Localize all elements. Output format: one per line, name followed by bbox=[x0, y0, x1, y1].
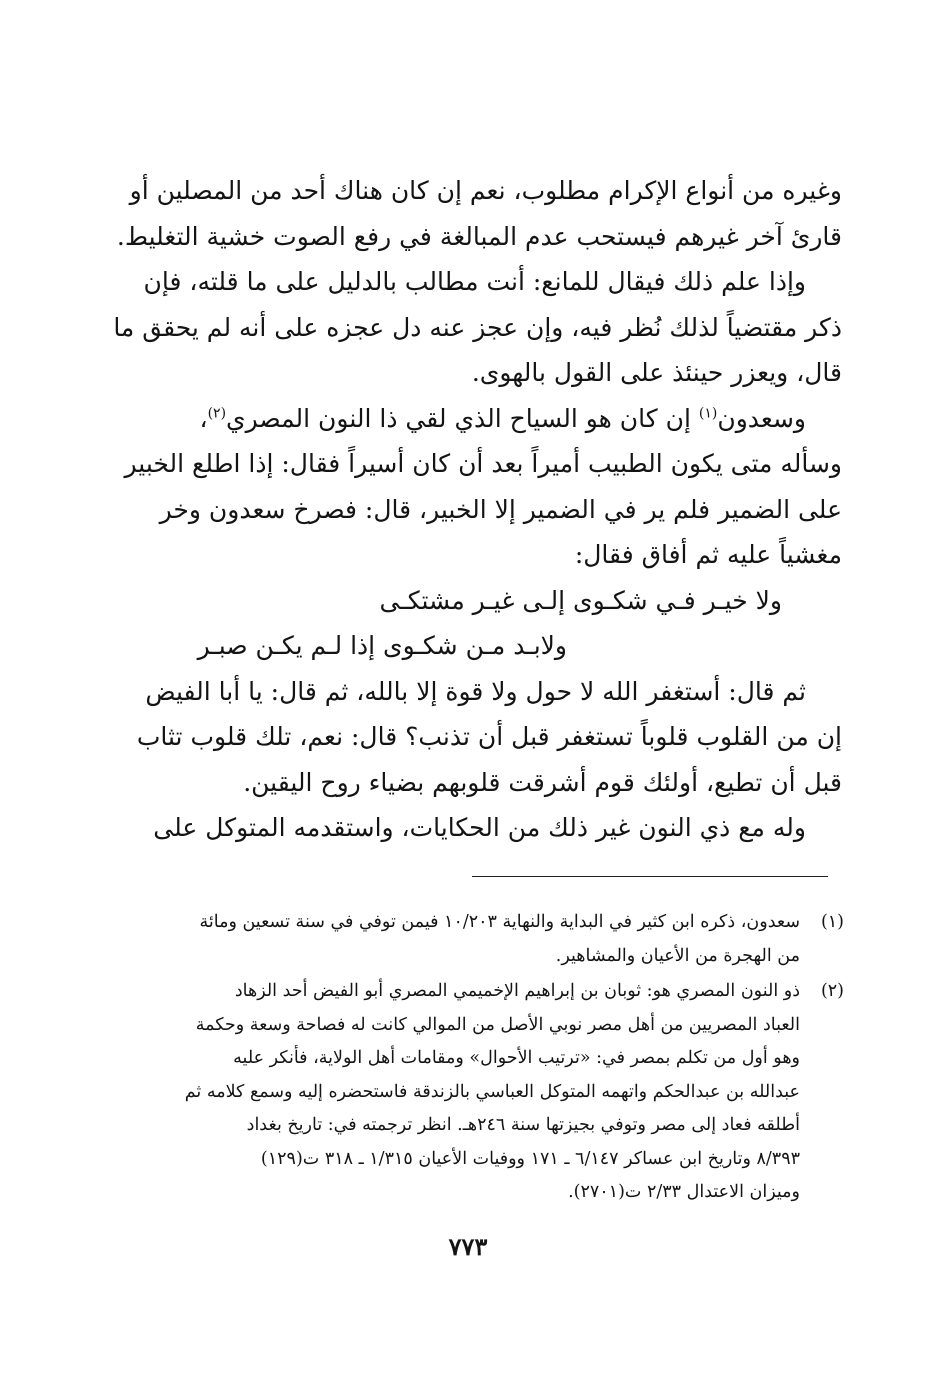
text-line: ذكر مقتضياً لذلك نُظر فيه، وإن عجز عنه دل عجزه على أنه لم يحقق ما bbox=[113, 312, 842, 342]
text-line: وله مع ذي النون غير ذلك من الحكايات، واستقدمه المتوكل على bbox=[153, 813, 806, 842]
footnote-line: ذو النون المصري هو: ثوبان بن إبراهيم الإخميمي المصري أبو الفيض أحد الزهاد bbox=[234, 981, 800, 1001]
text-line: إن من القلوب قلوباً تستغفر قبل أن تذنب؟ قال: نعم، تلك قلوب تثاب bbox=[136, 722, 842, 751]
footnote-divider bbox=[472, 876, 828, 877]
footnote-body bbox=[100, 975, 800, 1210]
footnote-ref-2[interactable]: (٢) bbox=[207, 405, 227, 422]
footnote-line: عبدالله بن عبدالحكم واتهمه المتوكل العباسي بالزندقة فاستحضره إليه وسمع كلامه ثم bbox=[184, 1081, 800, 1102]
text-line: قبل أن تطيع، أولئك قوم أشرقت قلوبهم بضياء روح اليقين. bbox=[243, 767, 842, 797]
footnote-line: سعدون، ذكره ابن كثير في البداية والنهاية ١٠/٢٠٣ فيمن توفي في سنة تسعين ومائة bbox=[199, 912, 800, 932]
verse-line: ولا خيـر فـي شكـوى إلـى غيـر مشتكـى bbox=[379, 585, 782, 615]
text-line: وسأله متى يكون الطبيب أميراً بعد أن كان أسيراً فقال: إذا اطلع الخبير bbox=[124, 449, 842, 478]
text-line: مغشياً عليه ثم أفاق فقال: bbox=[574, 540, 842, 569]
footnote-line: وهو أول من تكلم بمصر في: «ترتيب الأحوال» ومقامات أهل الولاية، فأنكر عليه bbox=[233, 1048, 800, 1068]
text-line bbox=[100, 396, 842, 442]
footnotes bbox=[100, 906, 844, 1212]
footnote-number: (٢) bbox=[820, 981, 844, 1001]
footnote-2 bbox=[100, 975, 844, 1210]
footnote-line: أطلقه فعاد إلى مصر وتوفي بجيزتها سنة ٢٤٦هـ. انظر ترجمته في: تاريخ بغداد bbox=[246, 1115, 800, 1135]
footnote-line: وميزان الاعتدال ٢/٣٣ ت(٢٧٠١). bbox=[568, 1182, 800, 1202]
text-line: على الضمير فلم ير في الضمير إلا الخبير، قال: فصرخ سعدون وخر bbox=[159, 494, 842, 524]
footnote-1 bbox=[100, 906, 844, 973]
text-line: قارئ آخر غيرهم فيستحب عدم المبالغة في رفع الصوت خشية التغليط. bbox=[116, 221, 842, 251]
text-fragment: إن كان هو السياح الذي لقي ذا النون المصري bbox=[226, 403, 699, 433]
footnote-ref-1[interactable]: (١) bbox=[698, 405, 718, 422]
verse-line: ولابـد مـن شكـوى إذا لـم يكـن صبـر bbox=[197, 631, 567, 660]
page-number: ٧٧٣ bbox=[448, 1232, 488, 1261]
text-line: وغيره من أنواع الإكرام مطلوب، نعم إن كان هناك أحد من المصلين أو bbox=[129, 176, 842, 205]
main-text bbox=[100, 168, 842, 851]
text-fragment: وسعدون bbox=[717, 403, 806, 433]
footnote-line: من الهجرة من الأعيان والمشاهير. bbox=[555, 945, 800, 966]
text-line: قال، ويعزر حينئذ على القول بالهوى. bbox=[471, 358, 842, 387]
footnote-line: العباد المصريين من أهل مصر نوبي الأصل من الموالي كانت له فصاحة وسعة وحكمة bbox=[195, 1014, 800, 1035]
footnote-number: (١) bbox=[820, 912, 844, 932]
footnote-line: ٨/٣٩٣ وتاريخ ابن عساكر ٦/١٤٧ ـ ١٧١ ووفيات الأعيان ١/٣١٥ ـ ٣١٨ ت(١٢٩) bbox=[260, 1148, 800, 1169]
footnote-body bbox=[100, 906, 800, 973]
text-line: وإذا علم ذلك فيقال للمانع: أنت مطالب بالدليل على ما قلته، فإن bbox=[143, 267, 806, 296]
text-line: ثم قال: أستغفر الله لا حول ولا قوة إلا بالله، ثم قال: يا أبا الفيض bbox=[145, 676, 806, 706]
text-fragment: ، bbox=[199, 403, 208, 433]
